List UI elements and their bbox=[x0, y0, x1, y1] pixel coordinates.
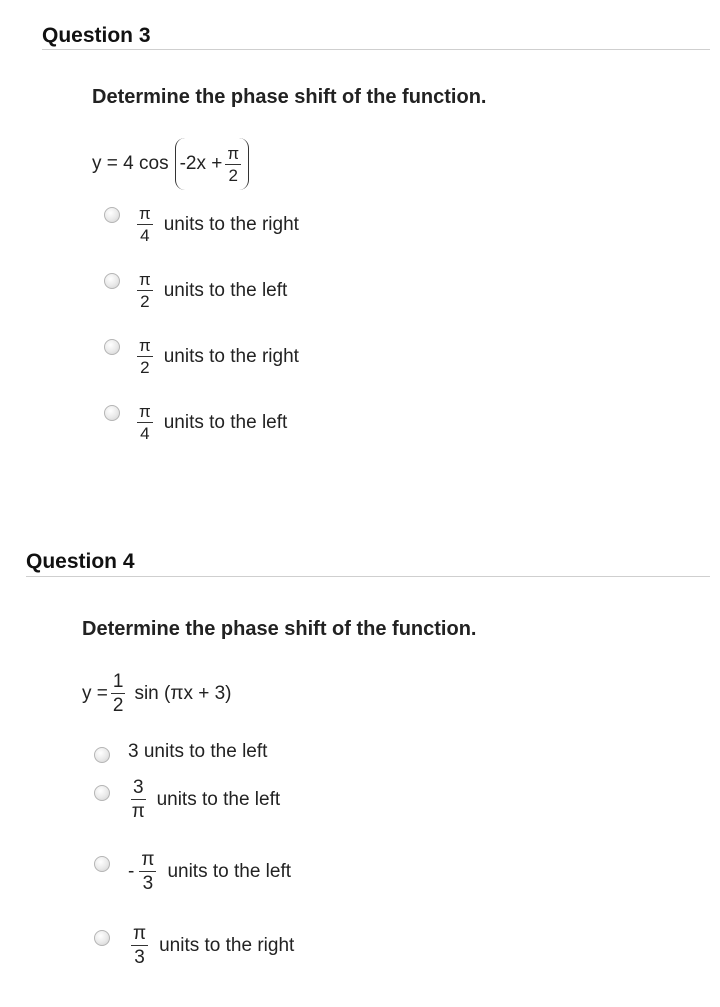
fraction-denominator: 2 bbox=[228, 165, 238, 185]
question-4-equation bbox=[82, 672, 232, 715]
option-fraction bbox=[137, 337, 153, 376]
q3-option-2[interactable] bbox=[134, 271, 287, 310]
question-4-title: Question 4 bbox=[26, 550, 135, 573]
question-4-prompt: Determine the phase shift of the function. bbox=[82, 618, 477, 640]
fraction-denominator: 2 bbox=[140, 292, 150, 311]
equation-rhs: sin (πx + 3) bbox=[134, 682, 232, 704]
q3-option-2-radio[interactable] bbox=[104, 273, 120, 289]
fraction-numerator: π bbox=[133, 923, 147, 944]
fraction-denominator: 2 bbox=[112, 695, 124, 716]
fraction-denominator: 4 bbox=[140, 424, 150, 443]
option-label: units to the left bbox=[167, 860, 292, 882]
fraction-numerator: π bbox=[139, 336, 151, 355]
question-3-equation bbox=[92, 138, 249, 190]
fraction-numerator: π bbox=[139, 402, 151, 421]
option-label: units to the left bbox=[156, 788, 281, 810]
q4-option-4-radio[interactable] bbox=[94, 930, 110, 946]
q4-option-1-radio[interactable] bbox=[94, 747, 110, 763]
option-label: units to the right bbox=[163, 345, 299, 367]
q3-option-1[interactable] bbox=[134, 205, 299, 244]
q3-option-4-radio[interactable] bbox=[104, 405, 120, 421]
option-fraction bbox=[137, 205, 153, 244]
fraction-numerator: π bbox=[227, 143, 240, 163]
q4-option-3[interactable] bbox=[128, 850, 291, 893]
fraction-numerator: 3 bbox=[133, 777, 144, 798]
option-fraction bbox=[137, 403, 153, 442]
equation-fraction bbox=[111, 672, 126, 715]
option-label: units to the right bbox=[163, 213, 299, 235]
q4-option-3-radio[interactable] bbox=[94, 856, 110, 872]
option-label: units to the left bbox=[163, 279, 288, 301]
q4-option-2[interactable] bbox=[128, 778, 280, 821]
equation-parentheses bbox=[175, 138, 250, 190]
q4-option-1[interactable] bbox=[128, 741, 267, 763]
option-fraction bbox=[139, 850, 156, 893]
option-fraction bbox=[131, 924, 148, 967]
equation-lhs: y = 4 cos bbox=[92, 153, 169, 174]
option-fraction bbox=[137, 271, 153, 310]
option-prefix: - bbox=[128, 860, 135, 882]
q4-option-2-radio[interactable] bbox=[94, 785, 110, 801]
equation-lhs: y = bbox=[82, 682, 108, 704]
fraction-denominator: 4 bbox=[140, 226, 150, 245]
fraction-numerator: π bbox=[141, 849, 155, 870]
question-3-title: Question 3 bbox=[42, 24, 151, 47]
fraction-numerator: π bbox=[139, 270, 151, 289]
option-label: units to the right bbox=[159, 934, 295, 956]
fraction-numerator: 1 bbox=[112, 671, 124, 692]
question-4-divider bbox=[26, 576, 710, 577]
question-3-prompt: Determine the phase shift of the function. bbox=[92, 86, 487, 108]
q3-option-3-radio[interactable] bbox=[104, 339, 120, 355]
q3-option-1-radio[interactable] bbox=[104, 207, 120, 223]
fraction-denominator: 2 bbox=[140, 358, 150, 377]
question-3-divider bbox=[42, 49, 710, 50]
q3-option-4[interactable] bbox=[134, 403, 287, 442]
option-label: units to the left bbox=[163, 411, 288, 433]
q4-option-4[interactable] bbox=[128, 924, 294, 967]
q3-option-3[interactable] bbox=[134, 337, 299, 376]
fraction-numerator: π bbox=[139, 204, 151, 223]
fraction-denominator: π bbox=[131, 801, 145, 822]
fraction-denominator: 3 bbox=[134, 947, 145, 968]
equation-fraction bbox=[225, 145, 241, 184]
equation-inner: -2x + bbox=[179, 153, 223, 174]
fraction-denominator: 3 bbox=[142, 873, 154, 894]
option-fraction bbox=[131, 778, 146, 821]
option-label: 3 units to the left bbox=[128, 741, 268, 762]
